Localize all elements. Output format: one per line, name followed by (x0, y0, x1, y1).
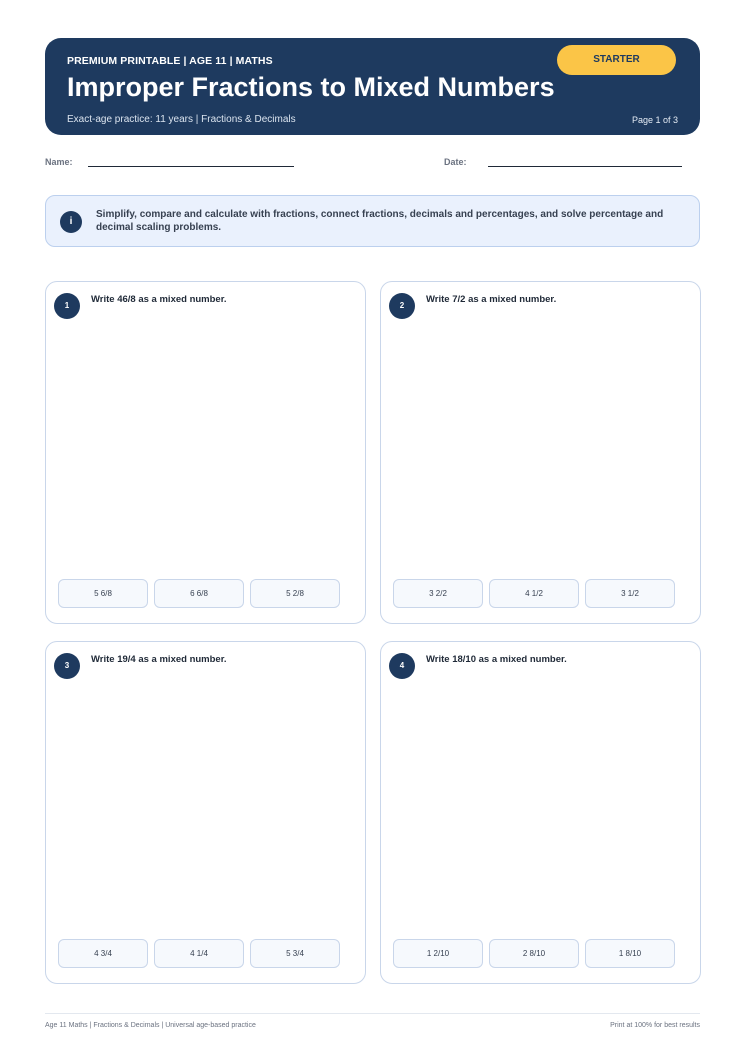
question-text: Write 46/8 as a mixed number. (91, 294, 227, 305)
answer-option[interactable]: 3 1/2 (585, 579, 675, 608)
question-number: 3 (54, 653, 80, 679)
name-label: Name: (45, 157, 73, 167)
question-card-1 (45, 281, 366, 624)
info-box (45, 195, 700, 247)
footer-divider (45, 1013, 700, 1014)
answer-option[interactable]: 5 6/8 (58, 579, 148, 608)
answer-option[interactable]: 5 3/4 (250, 939, 340, 968)
info-text: Simplify, compare and calculate with fractions, connect fractions, decimals and percentages, and solve percentage and decimal scaling problems. (96, 209, 664, 233)
name-line[interactable] (88, 166, 294, 167)
answer-option[interactable]: 4 3/4 (58, 939, 148, 968)
answer-options (393, 579, 675, 608)
answer-option[interactable]: 5 2/8 (250, 579, 340, 608)
answer-options (393, 939, 675, 968)
answer-option[interactable]: 6 6/8 (154, 579, 244, 608)
question-text: Write 7/2 as a mixed number. (426, 294, 557, 305)
question-number: 2 (389, 293, 415, 319)
info-icon: i (60, 211, 82, 233)
date-line[interactable] (488, 166, 682, 167)
header-subtitle: Exact-age practice: 11 years | Fractions & Decimals (67, 114, 296, 125)
answer-options (58, 579, 340, 608)
answer-option[interactable]: 4 1/2 (489, 579, 579, 608)
answer-option[interactable]: 1 8/10 (585, 939, 675, 968)
footer-left-text: Age 11 Maths | Fractions & Decimals | Universal age-based practice (45, 1022, 256, 1029)
question-card-4 (380, 641, 701, 984)
page-title: Improper Fractions to Mixed Numbers (67, 72, 555, 102)
question-card-2 (380, 281, 701, 624)
answer-option[interactable]: 2 8/10 (489, 939, 579, 968)
date-label: Date: (444, 157, 467, 167)
answer-option[interactable]: 4 1/4 (154, 939, 244, 968)
header-banner (45, 38, 700, 135)
header-kicker: PREMIUM PRINTABLE | AGE 11 | MATHS (67, 55, 273, 67)
question-number: 4 (389, 653, 415, 679)
question-text: Write 19/4 as a mixed number. (91, 654, 227, 665)
question-card-3 (45, 641, 366, 984)
page-number: Page 1 of 3 (631, 115, 678, 125)
answer-options (58, 939, 340, 968)
level-badge: STARTER (557, 45, 676, 75)
answer-option[interactable]: 3 2/2 (393, 579, 483, 608)
footer-right-text: Print at 100% for best results (610, 1022, 700, 1029)
answer-option[interactable]: 1 2/10 (393, 939, 483, 968)
question-text: Write 18/10 as a mixed number. (426, 654, 567, 665)
question-number: 1 (54, 293, 80, 319)
